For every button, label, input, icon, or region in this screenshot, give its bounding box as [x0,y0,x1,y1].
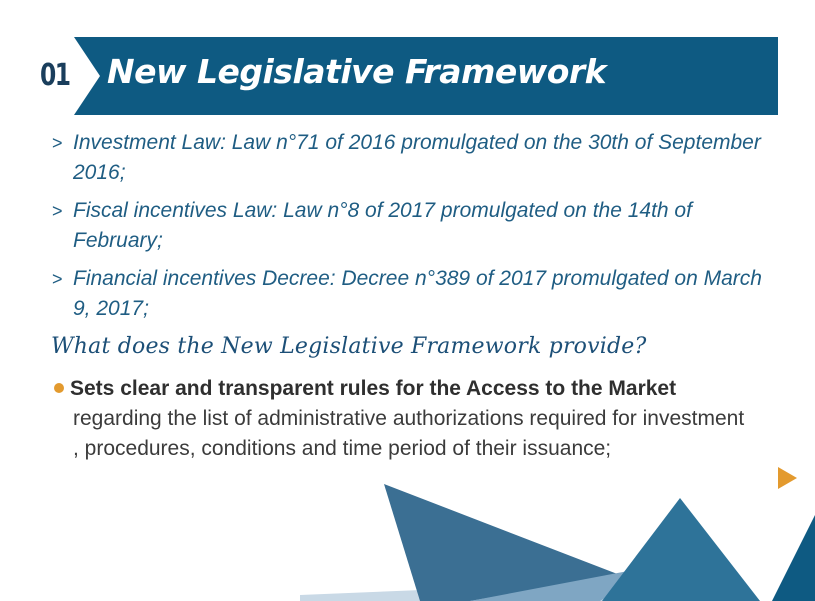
chevron-right-icon: > [52,133,63,153]
play-triangle-icon[interactable] [778,467,798,489]
section-number: 01 [40,58,70,93]
law-item-text: Investment Law: Law n°71 of 2016 promulgated on the 30th of September 2016; [73,131,761,184]
section-question: What does the New Legislative Framework provide? [51,334,647,359]
page-title: New Legislative Framework [107,52,607,91]
law-item-text: Fiscal incentives Law: Law n°8 of 2017 promulgated on the 14th of February; [73,199,692,252]
bullet-body-text: regarding the list of administrative authorizations required for investment , procedures, conditions and time period of their issuance; [73,407,745,460]
chevron-right-icon: > [52,201,63,221]
law-item-text: Financial incentives Decree: Decree n°389 of 2017 promulgated on March 9, 2017; [73,267,762,320]
chevron-right-icon: > [52,269,63,289]
bullet-lead-text: Sets clear and transparent rules for the Access to the Market [70,377,677,400]
